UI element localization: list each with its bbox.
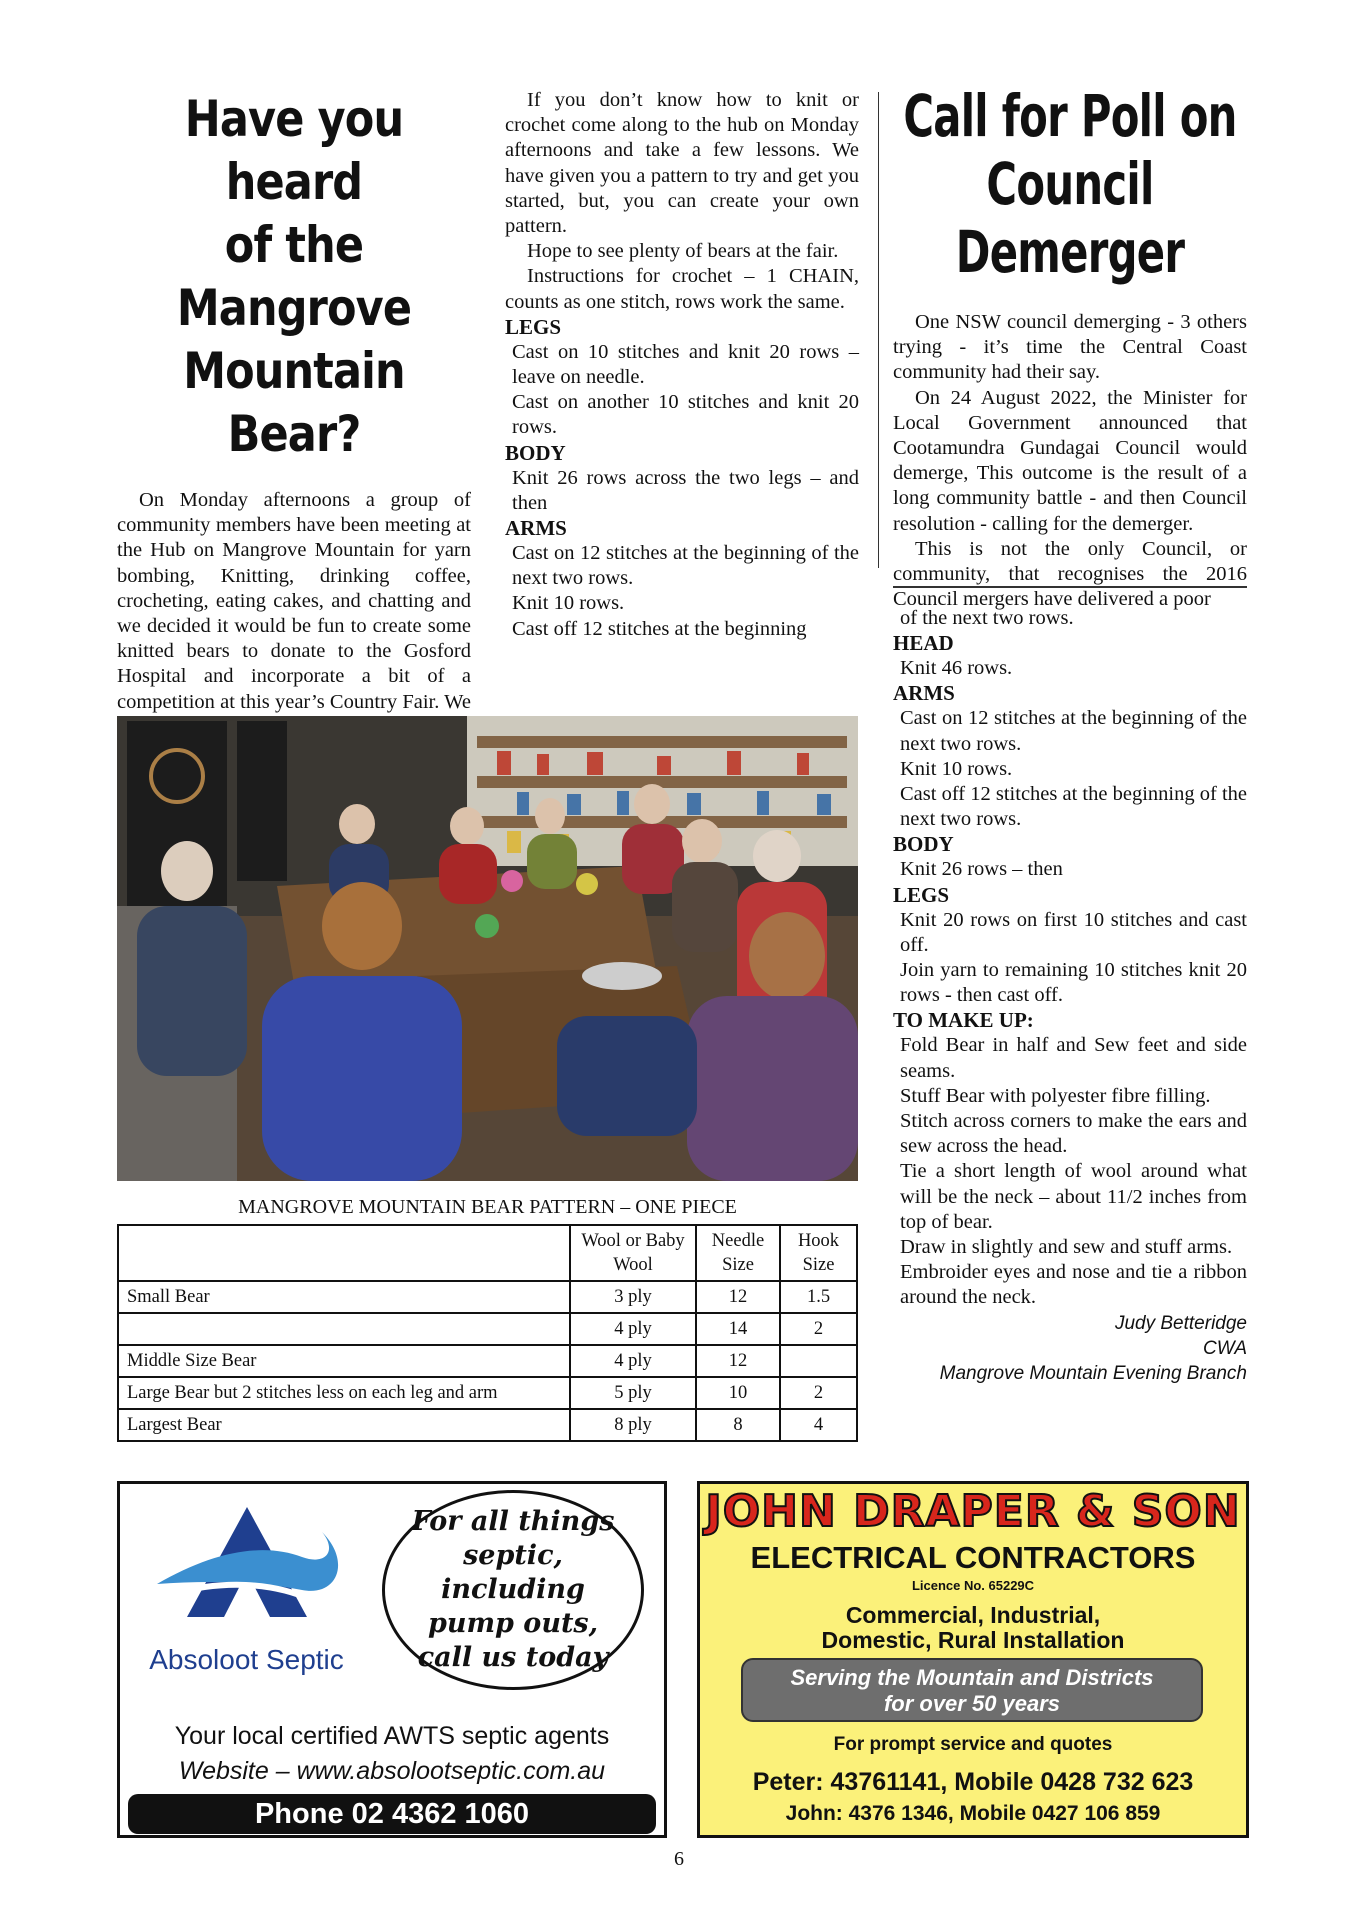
table-cell: Middle Size Bear [118,1345,570,1377]
poll-para2: On 24 August 2022, the Minister for Local Government announced that Cootamundra Gundagai Council would demerge, This outcome is the result of a long community battle - and then Council resolution - calling for the demerger. [893,386,1247,535]
legs-step-1: Cast on 10 stitches and knit 20 rows – leave on needle. [512,340,859,389]
table-row [118,1409,857,1441]
poll-headline-line2: Council Demerger [955,150,1185,286]
bear-article-col2 [505,88,859,642]
arms-step-1: Cast on 12 stitches at the beginning of the next two rows. [512,542,859,590]
make-step-1: Fold Bear in half and Sew feet and side seams. [900,1034,1247,1082]
make-step-6: Embroider eyes and nose and tie a ribbon around the neck. [900,1261,1247,1309]
draper-prompt: For prompt service and quotes [833,1734,1113,1755]
legs2-step-1: Knit 20 rows on first 10 stitches and cast off. [900,908,1247,956]
bear-para2: If you don’t know how to knit or crochet come along to the hub on Monday afternoons and take a few lessons. We have given you a pattern to try and get you started, but, you can create your own pattern. [505,89,859,238]
john-draper-ad [697,1481,1249,1838]
signature-branch: Mangrove Mountain Evening Branch [939,1362,1247,1384]
table-cell: 12 [696,1345,780,1377]
table-row [118,1313,857,1345]
signature [893,1311,1247,1386]
make-step-4: Tie a short length of wool around what will be the neck – about 11/2 inches from top of bear. [900,1160,1247,1233]
signature-org: CWA [1203,1337,1247,1359]
table-cell: 14 [696,1313,780,1345]
arms2-step-2: Knit 10 rows. [900,757,1013,780]
table-cell: 10 [696,1377,780,1409]
draper-banner [741,1658,1203,1722]
pattern-table-wrap [117,1224,858,1442]
page-number: 6 [674,1848,684,1870]
head-step-1: Knit 46 rows. [900,657,1013,680]
absoloot-septic-ad [117,1481,667,1838]
legs-step-2: Cast on another 10 stitches and knit 20 rows. [512,391,859,439]
pattern-table [117,1224,858,1442]
knitting-group-photo [117,716,858,1181]
arms-step-2: Knit 10 rows. [512,592,625,615]
table-cell: 12 [696,1281,780,1313]
table-header-row [118,1225,857,1281]
table-row [118,1377,857,1409]
arms2-step-1: Cast on 12 stitches at the beginning of the next two rows. [900,707,1247,755]
make-up-heading: TO MAKE UP: [893,1008,1034,1033]
make-step-2: Stuff Bear with polyester fibre filling. [900,1084,1211,1107]
absoloot-logo-icon [152,1502,342,1622]
poll-para1: One NSW council demerging - 3 others trying - it’s time the Central Coast community had their say. [893,311,1247,384]
table-cell: 2 [780,1313,857,1345]
draper-services-1: Commercial, Industrial, [845,1602,1101,1628]
legs2-step-2: Join yarn to remaining 10 stitches knit 20 rows - then cast off. [900,959,1247,1007]
table-cell: Largest Bear [118,1409,570,1441]
make-step-5: Draw in slightly and sew and stuff arms. [900,1236,1233,1259]
poll-article [893,82,1247,612]
table-cell: 8 [696,1409,780,1441]
table-cell: Large Bear but 2 stitches less on each leg and arm [118,1377,570,1409]
body-step-1: Knit 26 rows across the two legs – and then [512,466,859,514]
table-cell [780,1345,857,1377]
body-heading: BODY [505,440,566,465]
table-cell: 2 [780,1377,857,1409]
arms2-heading: ARMS [893,681,955,706]
bear-article-col3 [893,606,1247,1386]
draper-name: JOHN DRAPER & SON [705,1486,1241,1537]
table-cell [118,1313,570,1345]
speech-bubble-text: For all things septic, including pump outs, call us today [411,1506,615,1673]
column-divider [878,92,879,568]
table-cell: Small Bear [118,1281,570,1313]
legs-heading: LEGS [505,314,562,339]
table-cell: 4 [780,1409,857,1441]
draper-banner-line1: Serving the Mountain and Districts [790,1665,1154,1690]
poll-headline-line1: Call for Poll on [903,82,1237,150]
table-cell: 4 ply [570,1345,696,1377]
draper-john-phone: John: 4376 1346, Mobile 0427 106 859 [785,1802,1161,1825]
photo-illustration [117,716,858,1181]
table-cell: 1.5 [780,1281,857,1313]
poll-bottom-rule [893,586,1247,588]
bear-headline-line3: Mountain Bear? [183,342,405,463]
head-heading: HEAD [893,631,954,656]
draper-subtitle: ELECTRICAL CONTRACTORS [750,1540,1196,1575]
table-header-cell: Hook Size [780,1225,857,1281]
draper-licence: Licence No. 65229C [911,1578,1035,1593]
absoloot-website: Website – www.absolootseptic.com.au [178,1757,606,1785]
bear-para3: Hope to see plenty of bears at the fair. [527,240,839,263]
body2-heading: BODY [893,832,954,857]
table-header-cell: Wool or Baby Wool [570,1225,696,1281]
bear-intro: On Monday afternoons a group of community members have been meeting at the Hub on Mangrove Mountain for yarn bombing, Knitting, drinking coffee, crocheting, eating cakes, and chatting and we decided it would be fun to create some knitted bears to donate to the Gosford Hospital and incorporate a bit of a competition at this year’s Country Fair. We [117,489,471,713]
table-row [118,1281,857,1313]
arms-step-3b: of the next two rows. [900,607,1074,629]
draper-peter-phone: Peter: 43761141, Mobile 0428 732 623 [752,1768,1194,1796]
arms2-step-3: Cast off 12 stitches at the beginning of the next two rows. [900,783,1247,831]
speech-bubble [382,1490,644,1690]
absoloot-brand: Absoloot Septic [149,1644,344,1675]
arms-step-3a: Cast off 12 stitches at the beginning [512,617,807,640]
draper-banner-line2: for over 50 years [883,1691,1061,1716]
bear-headline-line2: of the Mangrove [176,216,412,337]
pattern-table-caption: MANGROVE MOUNTAIN BEAR PATTERN – ONE PIECE [238,1196,737,1218]
table-cell: 4 ply [570,1313,696,1345]
table-cell: 5 ply [570,1377,696,1409]
absoloot-phone: Phone 02 4362 1060 [128,1794,656,1834]
arms-heading: ARMS [505,516,567,541]
legs2-heading: LEGS [893,882,950,907]
absoloot-tagline: Your local certified AWTS septic agents [174,1722,610,1750]
poll-headline [894,82,1247,286]
bear-headline [117,88,471,466]
table-row [118,1345,857,1377]
signature-name: Judy Betteridge [1114,1312,1247,1334]
bear-headline-line1: Have you heard [184,90,404,211]
draper-services-2: Domestic, Rural Installation [821,1627,1125,1653]
make-step-3: Stitch across corners to make the ears and sew across the head. [900,1110,1247,1158]
body2-step-1: Knit 26 rows – then [900,858,1063,881]
table-header-cell [118,1225,570,1281]
table-cell: 3 ply [570,1281,696,1313]
bear-para4: Instructions for crochet – 1 CHAIN, counts as one stitch, rows work the same. [505,265,859,313]
table-header-cell: Needle Size [696,1225,780,1281]
poll-para3: This is not the only Council, or community, that recognises the 2016 Council mergers have delivered a poor [893,537,1247,611]
table-cell: 8 ply [570,1409,696,1441]
